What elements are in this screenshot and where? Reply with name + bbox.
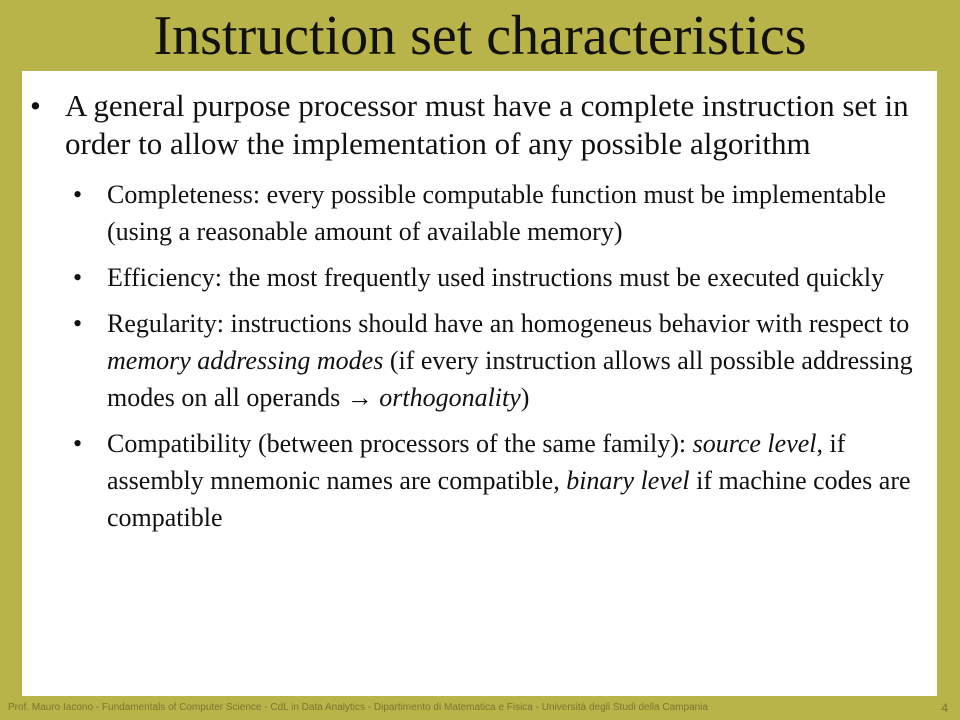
page-number: 4 [941, 701, 948, 715]
sub-bullet-completeness [65, 176, 930, 250]
bullet-marker: • [73, 263, 83, 292]
emphasis-text: memory addressing modes [107, 346, 384, 375]
emphasis-text: source level [692, 429, 817, 458]
sub-bullet-text: Regularity: instructions should have an homogeneus behavior with respect to [107, 309, 910, 338]
bullet-marker: • [73, 180, 83, 209]
sub-bullet-text: ) [520, 383, 530, 412]
slide-title: Instruction set characteristics [153, 5, 807, 67]
sub-bullet-text: if machine codes are compatible [107, 466, 911, 532]
bullet-list [30, 87, 930, 545]
sub-bullet-text: (if every instruction allows all possible addressing modes on all operands → [107, 346, 913, 412]
emphasis-text: orthogonality [379, 383, 521, 412]
sub-bullet-text: Efficiency: the most frequently used instructions must be executed quickly [107, 263, 885, 292]
sub-bullet-text: Completeness: every possible computable function must be implementable (using a reasonable amount of available memory) [107, 180, 887, 246]
sub-bullet-efficiency [65, 259, 930, 296]
bullet-marker: • [73, 309, 83, 338]
sub-bullet-text: , if assembly mnemonic names are compatible, [107, 429, 846, 495]
footer-text: Prof. Mauro Iacono - Fundamentals of Computer Science - CdL in Data Analytics - Dipartimento di Matematica e Fisica - Università degli Studi della Campania [8, 702, 708, 713]
emphasis-text: binary level [566, 466, 690, 495]
bullet-marker: • [30, 88, 41, 123]
sub-bullet-list [65, 176, 930, 536]
sub-bullet-text: Compatibility (between processors of the same family): [107, 429, 693, 458]
main-bullet-text: A general purpose processor must have a complete instruction set in order to allow the implementation of any possible algorithm [65, 88, 909, 161]
sub-bullet-regularity [65, 305, 930, 416]
main-bullet [30, 87, 930, 536]
sub-bullet-compatibility [65, 425, 930, 536]
content-panel [22, 71, 937, 696]
bullet-marker: • [73, 429, 83, 458]
